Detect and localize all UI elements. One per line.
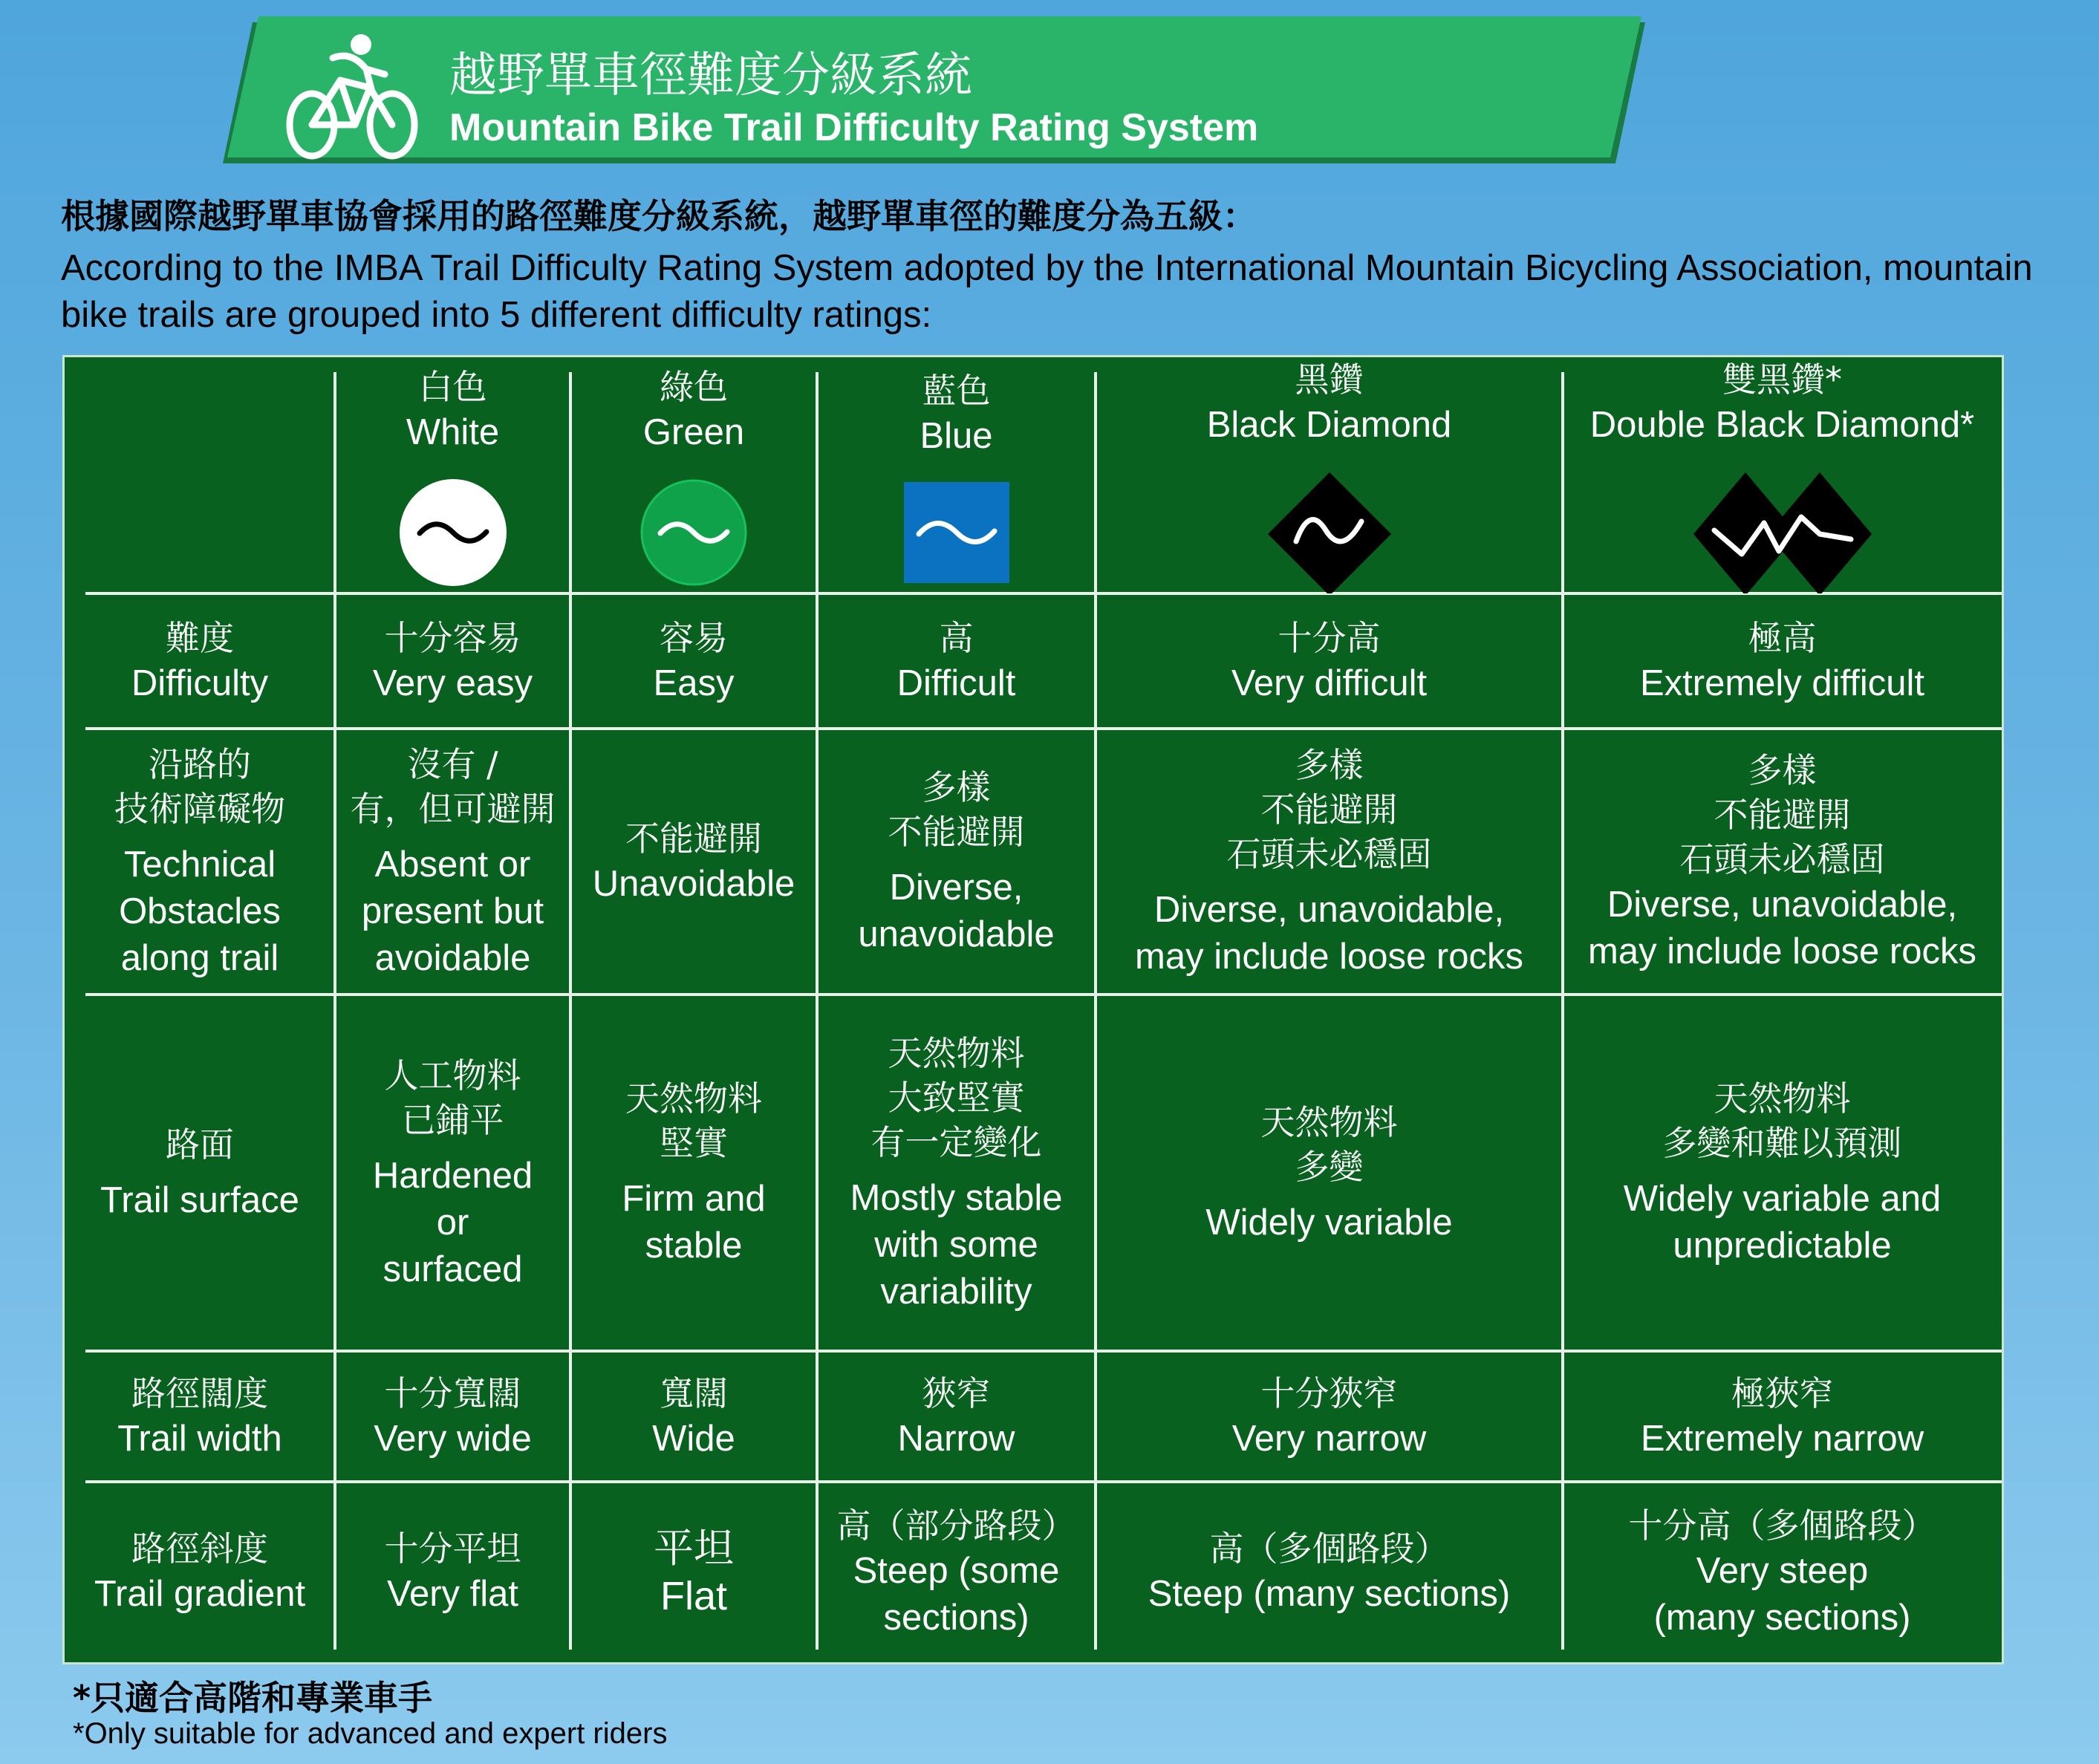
cell-difficulty-green — [570, 593, 817, 729]
cell-en: Easy — [653, 663, 735, 703]
row-label-en: Trail width — [117, 1418, 282, 1459]
banner-title-zh: 越野單車徑難度分級系統 — [449, 48, 972, 103]
cell-obstacles-black-diamond — [1096, 729, 1563, 995]
cell-en: Widely variable and unpredictable — [1623, 1179, 1942, 1266]
cell-width-green — [570, 1351, 817, 1482]
cell-zh: 多樣 不能避開 石頭未必穩固 — [1226, 745, 1432, 874]
white-circle-icon — [399, 478, 507, 587]
row-label-zh: 路徑斜度 — [131, 1529, 268, 1569]
cell-en: Extremely difficult — [1639, 663, 1925, 703]
header-zh: 雙黑鑽* — [1722, 359, 1842, 400]
cell-en: Wide — [652, 1418, 735, 1459]
row-label-en: Difficulty — [131, 663, 269, 703]
header-black-diamond — [1096, 357, 1563, 593]
title-banner — [223, 15, 1649, 167]
row-label-zh: 路面 — [166, 1124, 234, 1165]
cyclist-icon — [281, 28, 422, 162]
cell-en: Steep (some sections) — [853, 1550, 1060, 1638]
cell-zh: 十分平坦 — [384, 1529, 521, 1569]
row-label-trail-surface — [65, 995, 335, 1351]
header-en: Double Black Diamond* — [1589, 405, 1975, 445]
cell-gradient-green — [570, 1482, 817, 1662]
cell-en: Very easy — [372, 663, 533, 703]
header-en: White — [406, 411, 500, 452]
cell-surface-blue — [817, 995, 1096, 1351]
cell-zh: 天然物料 多變和難以預測 — [1662, 1078, 1902, 1163]
cell-zh: 極狹窄 — [1731, 1373, 1834, 1413]
header-double-black-diamond — [1563, 357, 2002, 593]
cell-zh: 沒有 / 有，但可避開 — [350, 743, 556, 829]
header-zh: 藍色 — [922, 370, 991, 411]
cell-en: Diverse, unavoidable, may include loose rocks — [1135, 890, 1523, 977]
cell-zh: 狹窄 — [922, 1373, 991, 1413]
cell-en: Firm and stable — [622, 1179, 766, 1266]
cell-width-double-black-diamond — [1563, 1351, 2002, 1482]
banner-title-en: Mountain Bike Trail Difficulty Rating System — [449, 106, 1259, 149]
cell-zh: 十分高（多個路段） — [1628, 1505, 1936, 1546]
cell-surface-green — [570, 995, 817, 1351]
cell-zh: 多樣 不能避開 石頭未必穩固 — [1679, 750, 1885, 879]
difficulty-table — [62, 355, 2004, 1664]
green-circle-icon — [640, 478, 748, 587]
cell-obstacles-double-black-diamond — [1563, 729, 2002, 995]
cell-en: Diverse, unavoidable, may include loose rocks — [1588, 885, 1976, 971]
header-en: Black Diamond — [1206, 405, 1452, 445]
cell-zh: 高（部分路段） — [836, 1505, 1076, 1546]
cell-en: Difficult — [896, 663, 1016, 703]
footnote-zh: *只適合高階和專業車手 — [73, 1678, 433, 1718]
cell-difficulty-blue — [817, 593, 1096, 729]
header-green — [570, 357, 817, 593]
row-label-zh: 難度 — [166, 617, 234, 658]
cell-zh: 多樣 不能避開 — [888, 767, 1025, 852]
cell-zh: 寬闊 — [660, 1373, 728, 1413]
cell-zh: 十分容易 — [384, 617, 521, 658]
header-en: Blue — [920, 415, 993, 456]
cell-en: Hardened or surfaced — [372, 1155, 533, 1289]
cell-gradient-white — [335, 1482, 570, 1662]
cell-en: Unavoidable — [592, 863, 795, 904]
cell-en: Very narrow — [1231, 1418, 1427, 1459]
header-white — [335, 357, 570, 593]
cell-surface-black-diamond — [1096, 995, 1563, 1351]
header-zh: 白色 — [418, 366, 487, 407]
cell-width-blue — [817, 1351, 1096, 1482]
cell-en: Flat — [660, 1574, 728, 1618]
row-label-zh: 沿路的 技術障礙物 — [114, 743, 285, 829]
blue-square-icon — [904, 482, 1009, 583]
header-zh: 黑鑽 — [1295, 359, 1364, 400]
cell-obstacles-white — [335, 729, 570, 995]
cell-zh: 平坦 — [654, 1525, 734, 1572]
cell-difficulty-double-black-diamond — [1563, 593, 2002, 729]
row-label-technical-obstacles — [65, 729, 335, 995]
cell-zh: 天然物料 大致堅實 有一定變化 — [870, 1032, 1042, 1162]
row-label-en: Technical Obstacles along trail — [119, 844, 281, 978]
cell-width-white — [335, 1351, 570, 1482]
cell-zh: 高（多個路段） — [1209, 1529, 1449, 1569]
cell-zh: 人工物料 已鋪平 — [384, 1055, 521, 1140]
cell-obstacles-green — [570, 729, 817, 995]
black-diamond-icon — [1266, 471, 1393, 593]
cell-surface-white — [335, 995, 570, 1351]
cell-width-black-diamond — [1096, 1351, 1563, 1482]
cell-zh: 不能避開 — [625, 818, 762, 859]
cell-gradient-black-diamond — [1096, 1482, 1563, 1662]
row-label-en: Trail gradient — [94, 1574, 306, 1614]
row-label-zh: 路徑闊度 — [131, 1373, 268, 1413]
cell-en: Diverse, unavoidable — [858, 868, 1055, 954]
cell-en: Narrow — [897, 1418, 1015, 1459]
cell-en: Mostly stable with some variability — [850, 1177, 1063, 1312]
cell-en: Widely variable — [1205, 1202, 1453, 1243]
cell-zh: 天然物料 多變 — [1260, 1101, 1398, 1187]
row-label-en: Trail surface — [100, 1179, 299, 1220]
cell-zh: 十分寬闊 — [384, 1373, 521, 1413]
row-label-difficulty — [65, 593, 335, 729]
cell-zh: 容易 — [660, 617, 728, 658]
cell-en: Very steep (many sections) — [1653, 1550, 1911, 1638]
cell-en: Absent or present but avoidable — [361, 844, 544, 978]
cell-zh: 極高 — [1748, 617, 1817, 658]
header-zh: 綠色 — [660, 366, 728, 407]
cell-zh: 高 — [939, 617, 974, 658]
cell-difficulty-black-diamond — [1096, 593, 1563, 729]
cell-zh: 天然物料 堅實 — [625, 1078, 762, 1163]
cell-en: Very flat — [386, 1574, 519, 1614]
intro-text-en: According to the IMBA Trail Difficulty Rating System adopted by the International Mountain Bicycling Association, mountain bike trails are grouped into 5 different difficulty ratings: — [61, 248, 2033, 335]
cell-zh: 十分高 — [1278, 617, 1381, 658]
header-en: Green — [642, 411, 745, 452]
cell-gradient-double-black-diamond — [1563, 1482, 2002, 1662]
header-blue — [817, 357, 1096, 593]
double-black-diamond-icon — [1693, 471, 1872, 593]
cell-zh: 十分狹窄 — [1260, 1373, 1398, 1413]
footnote-en: *Only suitable for advanced and expert riders — [73, 1717, 668, 1750]
cell-surface-double-black-diamond — [1563, 995, 2002, 1351]
cell-en: Very wide — [374, 1418, 532, 1459]
cell-en: Extremely narrow — [1640, 1418, 1924, 1459]
cell-en: Steep (many sections) — [1148, 1574, 1511, 1614]
cell-en: Very difficult — [1231, 663, 1428, 703]
row-label-trail-gradient — [65, 1482, 335, 1662]
row-label-trail-width — [65, 1351, 335, 1482]
intro-text-zh: 根據國際越野單車協會採用的路徑難度分級系統，越野單車徑的難度分為五級： — [61, 196, 1257, 236]
cell-gradient-blue — [817, 1482, 1096, 1662]
cell-obstacles-blue — [817, 729, 1096, 995]
cell-difficulty-white — [335, 593, 570, 729]
